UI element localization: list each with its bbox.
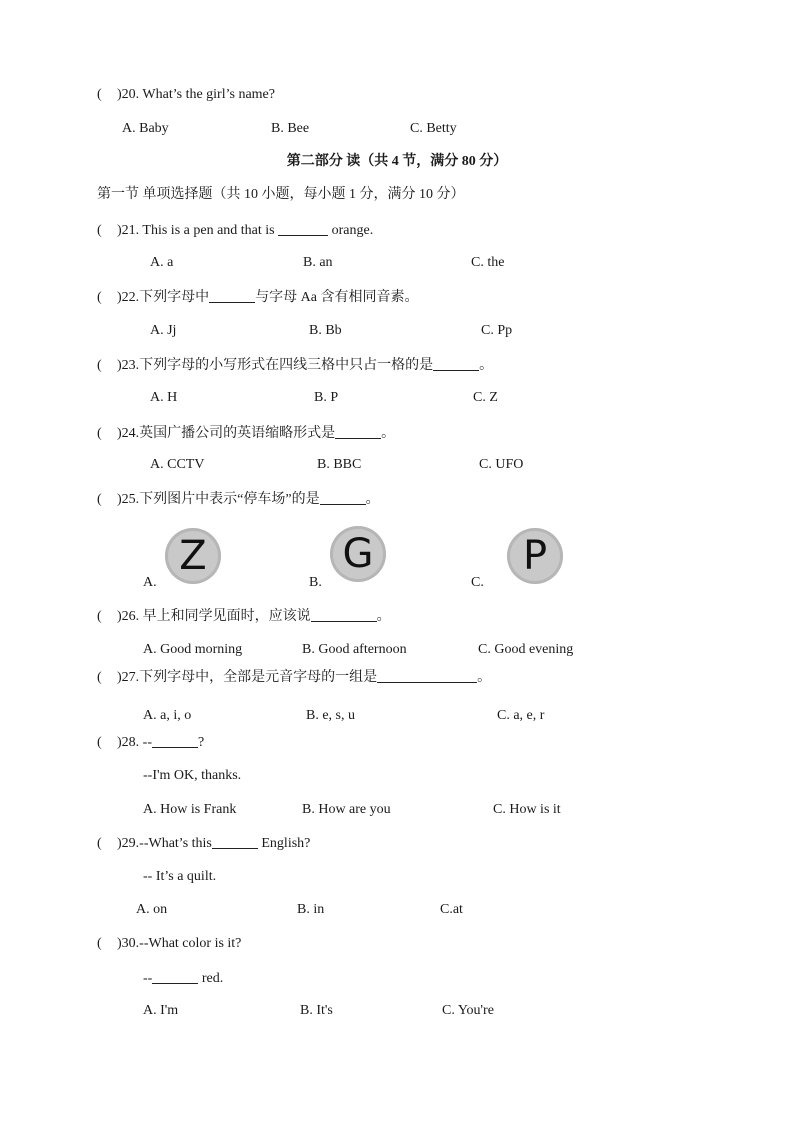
q22-option-c: C. Pp	[481, 323, 513, 338]
question-28-text-post: ?	[198, 735, 205, 750]
sign-g-icon	[330, 526, 386, 582]
question-29	[97, 834, 310, 853]
q30-option-b: B. It's	[300, 1003, 333, 1018]
q27-option-c: C. a, e, r	[497, 708, 545, 723]
sign-letter: P	[522, 533, 548, 579]
answer-blank	[320, 490, 366, 505]
question-22	[97, 288, 419, 307]
question-22-text-post: 与字母 Aa 含有相同音素。	[255, 290, 419, 305]
q29-option-c: C.at	[440, 902, 463, 917]
question-20-text: )20. What’s the girl’s name?	[117, 87, 275, 102]
q21-option-b: B. an	[303, 255, 333, 270]
question-27-text-post: 。	[477, 670, 492, 685]
q26-option-a: A. Good morning	[143, 642, 243, 657]
q20-option-b: B. Bee	[271, 121, 310, 136]
question-28-reply: --I'm OK, thanks.	[143, 768, 242, 783]
question-25-text-post: 。	[365, 492, 380, 507]
question-24-text-post: 。	[381, 426, 396, 441]
answer-paren: (	[97, 426, 102, 441]
answer-blank	[278, 221, 328, 236]
answer-blank	[212, 834, 258, 849]
question-23	[97, 356, 493, 375]
q29-option-a: A. on	[136, 902, 168, 917]
q23-option-b: B. P	[314, 390, 339, 405]
question-21-text-post: orange.	[328, 223, 374, 238]
question-27	[97, 668, 491, 687]
question-20	[97, 86, 275, 104]
question-24-text-pre: )24.英国广播公司的英语缩略形式是	[117, 426, 336, 441]
answer-paren: (	[97, 87, 102, 102]
q30-option-c: C. You're	[442, 1003, 494, 1018]
answer-blank	[433, 356, 479, 371]
q22-option-a: A. Jj	[150, 323, 177, 338]
question-29-reply: -- It’s a quilt.	[143, 869, 217, 884]
q28-option-c: C. How is it	[493, 802, 561, 817]
q28-option-b: B. How are you	[302, 802, 391, 817]
sign-letter: Z	[179, 533, 207, 579]
question-29-text-pre: )29.--What’s this	[117, 836, 212, 851]
answer-blank	[377, 668, 477, 683]
question-25-text-pre: )25.下列图片中表示“停车场”的是	[117, 492, 320, 507]
answer-paren: (	[97, 290, 102, 305]
answer-paren: (	[97, 836, 102, 851]
q26-option-b: B. Good afternoon	[302, 642, 407, 657]
question-24	[97, 424, 395, 443]
question-30-reply	[143, 969, 223, 988]
answer-blank	[311, 607, 377, 622]
question-29-text-post: English?	[257, 836, 311, 851]
answer-blank	[152, 969, 198, 984]
answer-paren: (	[97, 670, 102, 685]
q20-option-c: C. Betty	[410, 121, 457, 136]
answer-blank	[152, 733, 198, 748]
q27-option-b: B. e, s, u	[306, 708, 355, 723]
question-26-text-pre: )26. 早上和同学见面时，应该说	[117, 609, 311, 624]
q24-option-c: C. UFO	[479, 457, 524, 472]
answer-paren: (	[97, 936, 102, 951]
question-21-text-pre: )21. This is a pen and that is	[117, 223, 279, 238]
reply-prefix: --	[143, 971, 153, 986]
q27-option-a: A. a, i, o	[143, 708, 192, 723]
question-25	[97, 490, 380, 509]
question-26	[97, 607, 391, 626]
q24-option-b: B. BBC	[317, 457, 362, 472]
answer-paren: (	[97, 609, 102, 624]
q23-option-a: A. H	[150, 390, 178, 405]
answer-paren: (	[97, 223, 102, 238]
question-23-text-post: 。	[479, 358, 494, 373]
question-28-text-pre: )28. --	[117, 735, 152, 750]
question-30	[97, 935, 241, 953]
q30-option-a: A. I'm	[143, 1003, 179, 1018]
q21-option-c: C. the	[471, 255, 505, 270]
answer-paren: (	[97, 492, 102, 507]
question-30-text: )30.--What color is it?	[117, 936, 242, 951]
question-22-text-pre: )22.下列字母中	[117, 290, 210, 305]
answer-paren: (	[97, 358, 102, 373]
q26-option-c: C. Good evening	[478, 642, 574, 657]
q24-option-a: A. CCTV	[150, 457, 205, 472]
q25-option-c: C.	[471, 575, 484, 590]
question-28	[97, 733, 204, 752]
q25-option-b: B.	[309, 575, 322, 590]
answer-blank	[209, 288, 255, 303]
q23-option-c: C. Z	[473, 390, 498, 405]
q22-option-b: B. Bb	[309, 323, 342, 338]
q28-option-a: A. How is Frank	[143, 802, 237, 817]
sign-z-icon	[165, 528, 221, 584]
q21-option-a: A. a	[150, 255, 174, 270]
sign-letter: G	[342, 531, 374, 577]
reply-suffix: red.	[198, 971, 224, 986]
question-27-text-pre: )27.下列字母中，全部是元音字母的一组是	[117, 670, 378, 685]
question-23-text-pre: )23.下列字母的小写形式在四线三格中只占一格的是	[117, 358, 434, 373]
parking-sign-icon	[507, 528, 563, 584]
part-2-title: 第二部分 读（共 4 节，满分 80 分）	[286, 154, 508, 169]
q20-option-a: A. Baby	[122, 121, 169, 136]
answer-paren: (	[97, 735, 102, 750]
q25-option-a: A.	[143, 575, 157, 590]
question-21	[97, 221, 373, 240]
question-26-text-post: 。	[376, 609, 391, 624]
section-1-title: 第一节 单项选择题（共 10 小题，每小题 1 分，满分 10 分）	[97, 187, 465, 202]
q29-option-b: B. in	[297, 902, 325, 917]
answer-blank	[335, 424, 381, 439]
